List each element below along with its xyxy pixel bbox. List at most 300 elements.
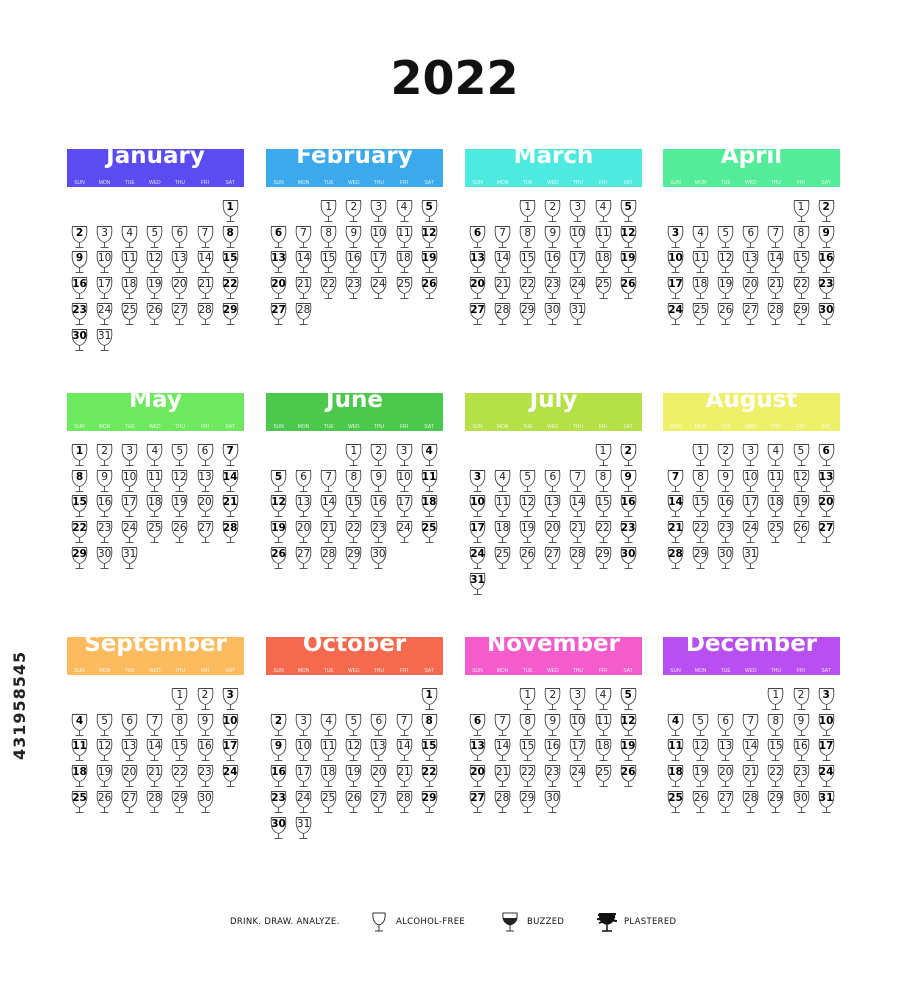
day-cell[interactable]	[591, 520, 616, 544]
day-cell[interactable]	[167, 469, 192, 493]
day-cell[interactable]	[540, 225, 565, 249]
day-cell[interactable]	[789, 713, 814, 737]
day-cell[interactable]	[688, 469, 713, 493]
day-cell[interactable]	[713, 469, 738, 493]
day-cell[interactable]	[67, 250, 92, 274]
day-cell[interactable]	[167, 494, 192, 518]
day-cell[interactable]	[218, 443, 243, 467]
day-cell[interactable]	[316, 276, 341, 300]
day-cell[interactable]	[738, 276, 763, 300]
day-cell[interactable]	[92, 713, 117, 737]
day-cell[interactable]	[663, 225, 688, 249]
day-cell[interactable]	[193, 494, 218, 518]
day-cell[interactable]	[341, 443, 366, 467]
day-cell[interactable]	[591, 494, 616, 518]
day-cell[interactable]	[92, 494, 117, 518]
day-cell[interactable]	[92, 225, 117, 249]
day-cell[interactable]	[341, 276, 366, 300]
day-cell[interactable]	[142, 469, 167, 493]
day-cell[interactable]	[789, 790, 814, 814]
day-cell[interactable]	[789, 494, 814, 518]
day-cell[interactable]	[417, 520, 442, 544]
day-cell[interactable]	[291, 276, 316, 300]
day-cell[interactable]	[67, 494, 92, 518]
day-cell[interactable]	[763, 443, 788, 467]
day-cell[interactable]	[117, 764, 142, 788]
day-cell[interactable]	[117, 225, 142, 249]
day-cell[interactable]	[167, 738, 192, 762]
day-cell[interactable]	[218, 469, 243, 493]
day-cell[interactable]	[688, 738, 713, 762]
day-cell[interactable]	[465, 520, 490, 544]
day-cell[interactable]	[167, 276, 192, 300]
day-cell[interactable]	[616, 276, 641, 300]
day-cell[interactable]	[465, 494, 490, 518]
day-cell[interactable]	[142, 520, 167, 544]
day-cell[interactable]	[92, 469, 117, 493]
day-cell[interactable]	[540, 790, 565, 814]
day-cell[interactable]	[266, 764, 291, 788]
day-cell[interactable]	[490, 520, 515, 544]
day-cell[interactable]	[565, 250, 590, 274]
day-cell[interactable]	[814, 687, 839, 711]
day-cell[interactable]	[117, 443, 142, 467]
day-cell[interactable]	[67, 328, 92, 352]
day-cell[interactable]	[291, 494, 316, 518]
day-cell[interactable]	[366, 520, 391, 544]
day-cell[interactable]	[67, 546, 92, 570]
day-cell[interactable]	[713, 764, 738, 788]
day-cell[interactable]	[291, 790, 316, 814]
day-cell[interactable]	[540, 546, 565, 570]
day-cell[interactable]	[591, 738, 616, 762]
day-cell[interactable]	[266, 520, 291, 544]
day-cell[interactable]	[417, 225, 442, 249]
day-cell[interactable]	[142, 302, 167, 326]
day-cell[interactable]	[465, 302, 490, 326]
day-cell[interactable]	[565, 713, 590, 737]
day-cell[interactable]	[814, 520, 839, 544]
day-cell[interactable]	[713, 443, 738, 467]
day-cell[interactable]	[789, 764, 814, 788]
day-cell[interactable]	[738, 790, 763, 814]
day-cell[interactable]	[515, 250, 540, 274]
day-cell[interactable]	[565, 276, 590, 300]
day-cell[interactable]	[266, 250, 291, 274]
day-cell[interactable]	[688, 764, 713, 788]
day-cell[interactable]	[67, 790, 92, 814]
day-cell[interactable]	[266, 713, 291, 737]
day-cell[interactable]	[167, 302, 192, 326]
day-cell[interactable]	[316, 738, 341, 762]
day-cell[interactable]	[366, 713, 391, 737]
day-cell[interactable]	[366, 199, 391, 223]
day-cell[interactable]	[266, 790, 291, 814]
day-cell[interactable]	[490, 225, 515, 249]
day-cell[interactable]	[490, 494, 515, 518]
day-cell[interactable]	[540, 738, 565, 762]
day-cell[interactable]	[490, 469, 515, 493]
day-cell[interactable]	[167, 443, 192, 467]
day-cell[interactable]	[193, 443, 218, 467]
day-cell[interactable]	[565, 546, 590, 570]
day-cell[interactable]	[763, 302, 788, 326]
day-cell[interactable]	[763, 764, 788, 788]
day-cell[interactable]	[763, 687, 788, 711]
day-cell[interactable]	[540, 469, 565, 493]
day-cell[interactable]	[291, 713, 316, 737]
day-cell[interactable]	[218, 225, 243, 249]
day-cell[interactable]	[540, 764, 565, 788]
day-cell[interactable]	[713, 713, 738, 737]
day-cell[interactable]	[167, 225, 192, 249]
day-cell[interactable]	[67, 713, 92, 737]
day-cell[interactable]	[117, 276, 142, 300]
day-cell[interactable]	[341, 713, 366, 737]
day-cell[interactable]	[490, 302, 515, 326]
day-cell[interactable]	[218, 764, 243, 788]
day-cell[interactable]	[266, 276, 291, 300]
day-cell[interactable]	[341, 199, 366, 223]
day-cell[interactable]	[763, 520, 788, 544]
day-cell[interactable]	[540, 276, 565, 300]
day-cell[interactable]	[663, 738, 688, 762]
day-cell[interactable]	[193, 713, 218, 737]
day-cell[interactable]	[540, 713, 565, 737]
day-cell[interactable]	[316, 225, 341, 249]
day-cell[interactable]	[366, 469, 391, 493]
day-cell[interactable]	[515, 738, 540, 762]
day-cell[interactable]	[92, 302, 117, 326]
day-cell[interactable]	[738, 302, 763, 326]
day-cell[interactable]	[713, 738, 738, 762]
day-cell[interactable]	[366, 276, 391, 300]
day-cell[interactable]	[515, 302, 540, 326]
day-cell[interactable]	[515, 687, 540, 711]
day-cell[interactable]	[417, 713, 442, 737]
day-cell[interactable]	[814, 713, 839, 737]
day-cell[interactable]	[738, 443, 763, 467]
day-cell[interactable]	[814, 764, 839, 788]
day-cell[interactable]	[117, 790, 142, 814]
day-cell[interactable]	[366, 738, 391, 762]
day-cell[interactable]	[316, 494, 341, 518]
day-cell[interactable]	[515, 225, 540, 249]
day-cell[interactable]	[316, 250, 341, 274]
day-cell[interactable]	[713, 225, 738, 249]
day-cell[interactable]	[763, 276, 788, 300]
day-cell[interactable]	[316, 764, 341, 788]
day-cell[interactable]	[92, 546, 117, 570]
day-cell[interactable]	[92, 328, 117, 352]
day-cell[interactable]	[814, 469, 839, 493]
day-cell[interactable]	[193, 276, 218, 300]
day-cell[interactable]	[663, 546, 688, 570]
day-cell[interactable]	[92, 276, 117, 300]
day-cell[interactable]	[663, 494, 688, 518]
day-cell[interactable]	[565, 520, 590, 544]
day-cell[interactable]	[193, 302, 218, 326]
day-cell[interactable]	[789, 225, 814, 249]
day-cell[interactable]	[465, 713, 490, 737]
day-cell[interactable]	[663, 713, 688, 737]
day-cell[interactable]	[291, 738, 316, 762]
day-cell[interactable]	[616, 713, 641, 737]
day-cell[interactable]	[266, 816, 291, 840]
day-cell[interactable]	[142, 713, 167, 737]
day-cell[interactable]	[266, 738, 291, 762]
day-cell[interactable]	[663, 276, 688, 300]
day-cell[interactable]	[417, 469, 442, 493]
day-cell[interactable]	[465, 546, 490, 570]
day-cell[interactable]	[67, 469, 92, 493]
day-cell[interactable]	[688, 443, 713, 467]
day-cell[interactable]	[266, 225, 291, 249]
day-cell[interactable]	[738, 469, 763, 493]
day-cell[interactable]	[417, 276, 442, 300]
day-cell[interactable]	[392, 738, 417, 762]
day-cell[interactable]	[92, 520, 117, 544]
day-cell[interactable]	[266, 546, 291, 570]
day-cell[interactable]	[218, 302, 243, 326]
day-cell[interactable]	[591, 687, 616, 711]
day-cell[interactable]	[565, 199, 590, 223]
day-cell[interactable]	[738, 494, 763, 518]
day-cell[interactable]	[193, 225, 218, 249]
day-cell[interactable]	[465, 572, 490, 596]
day-cell[interactable]	[67, 276, 92, 300]
day-cell[interactable]	[218, 520, 243, 544]
day-cell[interactable]	[763, 790, 788, 814]
day-cell[interactable]	[616, 687, 641, 711]
day-cell[interactable]	[814, 790, 839, 814]
day-cell[interactable]	[540, 687, 565, 711]
day-cell[interactable]	[366, 546, 391, 570]
day-cell[interactable]	[713, 520, 738, 544]
day-cell[interactable]	[291, 469, 316, 493]
day-cell[interactable]	[663, 250, 688, 274]
day-cell[interactable]	[713, 302, 738, 326]
day-cell[interactable]	[218, 199, 243, 223]
day-cell[interactable]	[167, 713, 192, 737]
day-cell[interactable]	[291, 250, 316, 274]
day-cell[interactable]	[540, 199, 565, 223]
day-cell[interactable]	[616, 738, 641, 762]
day-cell[interactable]	[366, 764, 391, 788]
day-cell[interactable]	[616, 469, 641, 493]
day-cell[interactable]	[763, 738, 788, 762]
day-cell[interactable]	[117, 520, 142, 544]
day-cell[interactable]	[291, 302, 316, 326]
day-cell[interactable]	[688, 790, 713, 814]
day-cell[interactable]	[291, 816, 316, 840]
day-cell[interactable]	[218, 276, 243, 300]
day-cell[interactable]	[117, 250, 142, 274]
day-cell[interactable]	[67, 443, 92, 467]
day-cell[interactable]	[814, 276, 839, 300]
day-cell[interactable]	[67, 520, 92, 544]
day-cell[interactable]	[814, 738, 839, 762]
day-cell[interactable]	[341, 738, 366, 762]
day-cell[interactable]	[218, 713, 243, 737]
day-cell[interactable]	[763, 494, 788, 518]
day-cell[interactable]	[117, 546, 142, 570]
day-cell[interactable]	[392, 469, 417, 493]
day-cell[interactable]	[789, 520, 814, 544]
day-cell[interactable]	[688, 276, 713, 300]
day-cell[interactable]	[67, 764, 92, 788]
day-cell[interactable]	[392, 764, 417, 788]
day-cell[interactable]	[92, 250, 117, 274]
day-cell[interactable]	[490, 790, 515, 814]
day-cell[interactable]	[565, 764, 590, 788]
day-cell[interactable]	[515, 713, 540, 737]
day-cell[interactable]	[465, 276, 490, 300]
day-cell[interactable]	[316, 469, 341, 493]
day-cell[interactable]	[341, 790, 366, 814]
day-cell[interactable]	[814, 225, 839, 249]
day-cell[interactable]	[392, 494, 417, 518]
day-cell[interactable]	[591, 276, 616, 300]
day-cell[interactable]	[515, 276, 540, 300]
day-cell[interactable]	[540, 494, 565, 518]
day-cell[interactable]	[417, 687, 442, 711]
day-cell[interactable]	[465, 790, 490, 814]
day-cell[interactable]	[465, 469, 490, 493]
day-cell[interactable]	[142, 790, 167, 814]
day-cell[interactable]	[417, 790, 442, 814]
day-cell[interactable]	[713, 250, 738, 274]
day-cell[interactable]	[789, 469, 814, 493]
day-cell[interactable]	[515, 764, 540, 788]
day-cell[interactable]	[392, 443, 417, 467]
day-cell[interactable]	[616, 443, 641, 467]
day-cell[interactable]	[763, 713, 788, 737]
day-cell[interactable]	[392, 250, 417, 274]
day-cell[interactable]	[218, 738, 243, 762]
day-cell[interactable]	[316, 520, 341, 544]
day-cell[interactable]	[688, 302, 713, 326]
day-cell[interactable]	[490, 738, 515, 762]
day-cell[interactable]	[92, 764, 117, 788]
day-cell[interactable]	[789, 738, 814, 762]
day-cell[interactable]	[814, 443, 839, 467]
day-cell[interactable]	[193, 687, 218, 711]
day-cell[interactable]	[417, 250, 442, 274]
day-cell[interactable]	[167, 764, 192, 788]
day-cell[interactable]	[814, 199, 839, 223]
day-cell[interactable]	[92, 790, 117, 814]
day-cell[interactable]	[465, 764, 490, 788]
day-cell[interactable]	[392, 199, 417, 223]
day-cell[interactable]	[341, 225, 366, 249]
day-cell[interactable]	[565, 687, 590, 711]
day-cell[interactable]	[218, 250, 243, 274]
day-cell[interactable]	[738, 546, 763, 570]
day-cell[interactable]	[591, 546, 616, 570]
day-cell[interactable]	[789, 276, 814, 300]
day-cell[interactable]	[789, 687, 814, 711]
day-cell[interactable]	[738, 225, 763, 249]
day-cell[interactable]	[417, 443, 442, 467]
day-cell[interactable]	[67, 225, 92, 249]
day-cell[interactable]	[490, 250, 515, 274]
day-cell[interactable]	[341, 469, 366, 493]
day-cell[interactable]	[688, 494, 713, 518]
day-cell[interactable]	[565, 469, 590, 493]
day-cell[interactable]	[142, 494, 167, 518]
day-cell[interactable]	[490, 276, 515, 300]
day-cell[interactable]	[688, 250, 713, 274]
day-cell[interactable]	[515, 546, 540, 570]
day-cell[interactable]	[193, 250, 218, 274]
day-cell[interactable]	[465, 250, 490, 274]
day-cell[interactable]	[193, 790, 218, 814]
day-cell[interactable]	[117, 469, 142, 493]
day-cell[interactable]	[616, 764, 641, 788]
day-cell[interactable]	[392, 225, 417, 249]
day-cell[interactable]	[167, 520, 192, 544]
day-cell[interactable]	[218, 687, 243, 711]
day-cell[interactable]	[616, 494, 641, 518]
day-cell[interactable]	[591, 250, 616, 274]
day-cell[interactable]	[663, 764, 688, 788]
day-cell[interactable]	[663, 302, 688, 326]
day-cell[interactable]	[193, 520, 218, 544]
day-cell[interactable]	[67, 738, 92, 762]
day-cell[interactable]	[591, 199, 616, 223]
day-cell[interactable]	[92, 738, 117, 762]
day-cell[interactable]	[663, 469, 688, 493]
day-cell[interactable]	[515, 469, 540, 493]
day-cell[interactable]	[565, 494, 590, 518]
day-cell[interactable]	[291, 546, 316, 570]
day-cell[interactable]	[814, 494, 839, 518]
day-cell[interactable]	[591, 225, 616, 249]
day-cell[interactable]	[663, 790, 688, 814]
day-cell[interactable]	[142, 764, 167, 788]
day-cell[interactable]	[789, 302, 814, 326]
day-cell[interactable]	[366, 443, 391, 467]
day-cell[interactable]	[392, 713, 417, 737]
day-cell[interactable]	[316, 199, 341, 223]
day-cell[interactable]	[490, 713, 515, 737]
day-cell[interactable]	[713, 276, 738, 300]
day-cell[interactable]	[316, 790, 341, 814]
day-cell[interactable]	[366, 494, 391, 518]
day-cell[interactable]	[266, 494, 291, 518]
day-cell[interactable]	[565, 225, 590, 249]
day-cell[interactable]	[540, 250, 565, 274]
day-cell[interactable]	[616, 520, 641, 544]
day-cell[interactable]	[117, 738, 142, 762]
day-cell[interactable]	[92, 443, 117, 467]
day-cell[interactable]	[688, 520, 713, 544]
day-cell[interactable]	[117, 494, 142, 518]
day-cell[interactable]	[515, 199, 540, 223]
day-cell[interactable]	[616, 225, 641, 249]
day-cell[interactable]	[417, 738, 442, 762]
day-cell[interactable]	[789, 250, 814, 274]
day-cell[interactable]	[366, 790, 391, 814]
day-cell[interactable]	[341, 764, 366, 788]
day-cell[interactable]	[142, 250, 167, 274]
day-cell[interactable]	[117, 713, 142, 737]
day-cell[interactable]	[193, 738, 218, 762]
day-cell[interactable]	[616, 250, 641, 274]
day-cell[interactable]	[814, 302, 839, 326]
day-cell[interactable]	[266, 302, 291, 326]
